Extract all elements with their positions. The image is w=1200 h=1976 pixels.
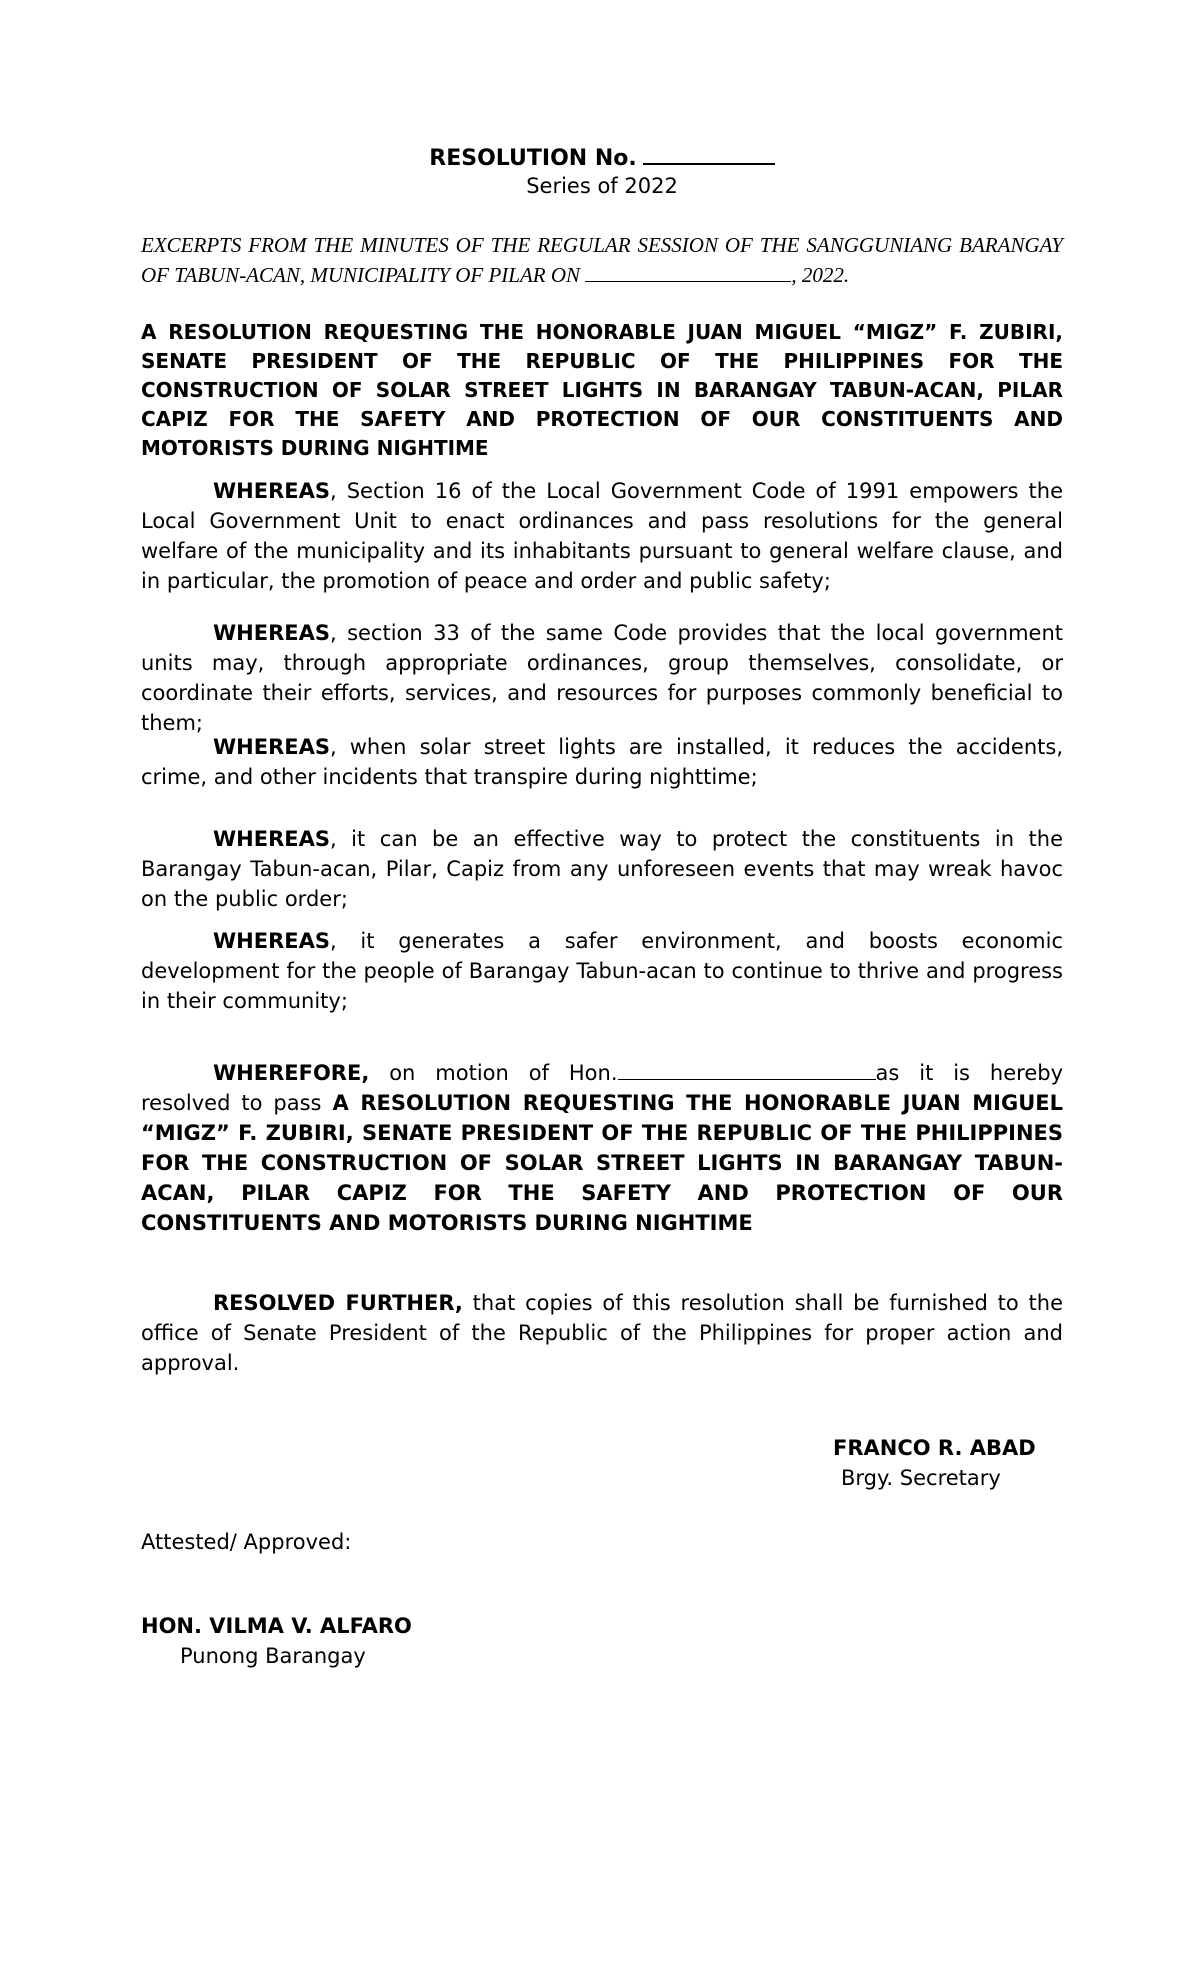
whereas-clause-3 <box>141 732 1063 792</box>
punong-barangay-title: Punong Barangay <box>180 1644 366 1668</box>
resolved-further-text: that copies of this resolution shall be furnished to the office of Senate President of the Republic of the Philippines for proper action and approval. <box>141 1291 1064 1375</box>
resolution-title: A RESOLUTION REQUESTING THE HONORABLE JUAN MIGUEL “MIGZ” F. ZUBIRI, SENATE PRESIDENT OF THE REPUBLIC OF THE PHILIPPINES FOR THE CONSTRUCTION OF SOLAR STREET LIGHTS IN BARANGAY TABUN-ACAN, PILAR CAPIZ FOR THE SAFETY AND PROTECTION OF OUR CONSTITUENTS AND MOTORISTS DURING NIGHTIME <box>141 320 1063 460</box>
whereas-text: , it can be an effective way to protect the constituents in the Barangay Tabun-acan, Pilar, Capiz from any unforeseen events that may wreak havoc on the public order; <box>141 827 1063 911</box>
resolution-number-blank <box>643 143 775 165</box>
session-date-blank <box>585 265 791 282</box>
whereas-text: , Section 16 of the Local Government Code of 1991 empowers the Local Government Unit to enact ordinances and pass resolutions for the general welfare of the municipality and its inhabitants pursuant to general welfare clause, and in particular, the promotion of peace and order and public safety; <box>141 479 1063 593</box>
wherefore-lead: WHEREFORE, <box>213 1061 370 1085</box>
series-year: Series of 2022 <box>526 174 678 198</box>
wherefore-text: on motion of Hon. <box>369 1061 618 1085</box>
secretary-name: FRANCO R. ABAD <box>833 1436 1036 1460</box>
attested-label: Attested/ Approved: <box>141 1530 352 1554</box>
whereas-clause-2 <box>141 618 1063 738</box>
whereas-lead: WHEREAS <box>213 621 330 645</box>
resolved-further-lead: RESOLVED FURTHER, <box>213 1291 463 1315</box>
whereas-lead: WHEREAS <box>213 827 330 851</box>
whereas-clause-4 <box>141 824 1063 914</box>
whereas-text: , section 33 of the same Code provides that the local government units may, through appropriate ordinances, group themselves, consolidate, or coordinate their efforts, services, and resources for purposes commonly beneficial to them; <box>141 621 1063 735</box>
whereas-lead: WHEREAS <box>213 735 330 759</box>
wherefore-continuation: as it is hereby resolved to pass <box>141 1061 1063 1115</box>
whereas-lead: WHEREAS <box>213 929 330 953</box>
resolution-label: RESOLUTION No. <box>429 146 637 171</box>
excerpt-statement <box>141 230 1063 290</box>
excerpt-year: , 2022. <box>791 263 850 287</box>
resolution-number-heading <box>141 143 1063 173</box>
resolved-further-clause <box>141 1288 1063 1378</box>
punong-barangay-name: HON. VILMA V. ALFARO <box>141 1614 412 1638</box>
motion-by-blank <box>618 1061 876 1080</box>
excerpt-text: EXCERPTS FROM THE MINUTES OF THE REGULAR SESSION OF THE SANGGUNIANG BARANGAY OF TABUN-ACAN, MUNICIPALITY OF PILAR ON <box>141 233 1063 287</box>
wherefore-resolution-title: A RESOLUTION REQUESTING THE HONORABLE JUAN MIGUEL “MIGZ” F. ZUBIRI, SENATE PRESIDENT OF THE REPUBLIC OF THE PHILIPPINES FOR THE CONSTRUCTION OF SOLAR STREET LIGHTS IN BARANGAY TABUN-ACAN, PILAR CAPIZ FOR THE SAFETY AND PROTECTION OF OUR CONSTITUENTS AND MOTORISTS DURING NIGHTIME <box>141 1091 1063 1235</box>
secretary-title: Brgy. Secretary <box>841 1466 1001 1490</box>
wherefore-clause <box>141 1058 1063 1238</box>
whereas-text: , when solar street lights are installed, it reduces the accidents, crime, and other incidents that transpire during nighttime; <box>141 735 1063 789</box>
whereas-clause-1 <box>141 476 1063 596</box>
whereas-lead: WHEREAS <box>213 479 330 503</box>
whereas-text: , it generates a safer environment, and boosts economic development for the people of Barangay Tabun-acan to continue to thrive and progress in their community; <box>141 929 1063 1013</box>
whereas-clause-5 <box>141 926 1063 1016</box>
